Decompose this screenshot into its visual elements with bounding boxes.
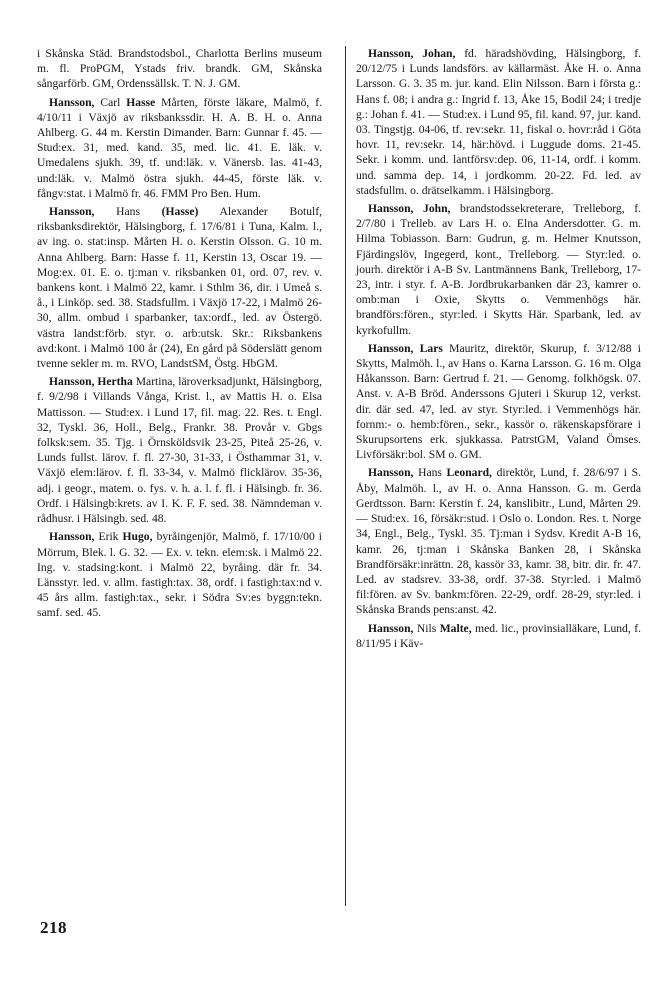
entry-surname: Hansson, — [368, 341, 414, 355]
entry-callname: Hugo, — [122, 530, 153, 544]
entry-surname: Hansson, — [368, 621, 414, 635]
entry-surname: Hansson, — [49, 205, 95, 219]
left-column — [37, 46, 322, 621]
entry-given: Hertha — [97, 375, 133, 389]
entry-hansson-john: Hansson, John, brandstodssekreterare, Trelleborg, f. 2/7/80 i Trelleb. av Lars H. o. Elna Andersdotter. G. m. Hilma Tobiasson. Barn: Gudrun, g. m. Helmer Knutsson, Fjärdingslöv, Ingegerd, kont., Trelleborg. — Styr:led. o. jourh. direktör i A-B Sv. Lantmännens Bank, Trelleborg, 17-23, intr. i styr. f. A-B. Jordbrukarbanken där 23, kamrer o. omb:man i Oxie, Skytts o. Vemmenhögs här. brandförs:fören., styr:led. i Skytts Här. Sparbank, led. av kyrkofullm. — [356, 202, 641, 337]
entry-surname: Hansson, — [368, 47, 414, 60]
entry-surname: Hansson, — [368, 466, 414, 480]
entry-callname: Malte, — [439, 621, 472, 635]
page-number: 218 — [40, 918, 67, 937]
entry-continued: i Skånska Städ. Brandstodsbol., Charlotta Berlins museum m. fl. ProPGM, Ystads friv. brandk. GM, Skånska sångarförb. GM, Ordenssällsk. T. N. J. GM. — [37, 47, 322, 91]
entry-given: Johan, — [422, 47, 456, 60]
entry-hansson-erik-hugo: Hansson, Erik Hugo, byråingenjör, Malmö, f. 17/10/00 i Mörrum, Blek. l. G. 32. — Ex. v. tekn. elem:sk. i Malmö 22. Ing. v. stadsing:kont. i Malmö 22, byråing. där fr. 34. Länsstyr. led. v. allm. fastigh:tax. 38, ordf. i fastigh:tax:nd v. 45 års allm. fastigh:tax., sekr. i Södra Sv:es byggn:tekn. samf. sed. 45. — [37, 530, 323, 620]
entry-hansson-johan: Hansson, Johan, fd. häradshövding, Hälsingborg, f. 20/12/75 i Lunds landsförs. av källarmäst. Åke H. o. Anna Larsson. G. 3. 35 m. jur. kand. Elin Nilsson. Barn i första g.: Hans f. 08; i andra g.: Ingrid f. 13, Åke 15, Bodil 24; i tredje g.: Johan f. 41. — Stud:ex. i Lund 95, fil. kand. 97, jur. kand. 03. Tingstjg. 04-06, tf. rev:sekr. 11, fiskal o. hovr:råd i Göta hovr. 11, rev:sekr. 14, här:hövd. i Luggude doms. 21-45. Sekr. i komm. und. lantförsv:dep. 06, 11-14, ordf. i komm. und. samma dep. 14, i jordkomm. 20-22. Fd. led. av stadsfullm. o. drätselkamm. i Hälsingborg. — [356, 47, 641, 197]
entry-callname: Hasse — [126, 95, 156, 109]
entry-hansson-nils-malte: Hansson, Nils Malte, med. lic., provinsialläkare, Lund, f. 8/11/95 i Käv- — [356, 621, 641, 650]
entry-given: John, — [423, 202, 451, 216]
column-divider — [345, 46, 346, 906]
entry-surname: Hansson, — [368, 202, 414, 216]
entry-surname: Hansson, — [49, 530, 95, 544]
entry-hansson-lars: Hansson, Lars Mauritz, direktör, Skurup, f. 3/12/88 i Skytts, Malmöh. l., av Hans o. Karna Larsson. G. 16 m. Olga Håkansson. Barn: Gertrud f. 21. — Genomg. folkhögsk. 07. Anst. v. A-B Bröd. Anderssons Gjuteri i Skurup 12, verkst. dir. där sed. 47, led. av styr. Styr:led. i Vemmenhögs här. fornm:- o. hemb:fören., sekr., kassör o. räkenskapsförare i Skurupsortens erk. sjukkassa. PatrstGM, Valand Ömses. Livförsäkr:bol. SM o. GM. — [356, 341, 641, 462]
entry-hansson-hertha: Hansson, Hertha Martina, läroverksadjunkt, Hälsingborg, f. 9/2/98 i Villands Vånga, Krist. l., av Mattis H. o. Elsa Mattisson. — Stud:ex. i Lund 17, fil. mag. 22. Res. t. Engl. 32, Tyskl. 36, Holl., Belg., Frankr. 38. Provår v. Gbgs folksk:sem. 35. Tjg. i Örnsköldsvik 23-25, Piteå 25-26, v. Lunds fullst. lärov. f. fl. 27-30, 31-33, i Östhammar 31, v. Växjö elem:lärov. f. fl. 33-34, v. Malmö flicklärov. 35-36, adj. i geogr., matem. o. fys. v. h. a. l. f. fl. i Hälsingb. fr. 36. Ordf. i Hälsingb:krets. av I. K. F. F. sed. 38. Nämndeman v. rådhusr. i Hälsingb. sed. 48. — [37, 375, 323, 526]
entry-callname: Leonard, — [446, 466, 492, 480]
entry-surname: Hansson, — [49, 375, 95, 389]
entry-given: Lars — [419, 341, 443, 355]
entry-hansson-hans-leonard: Hansson, Hans Leonard, direktör, Lund, f. 28/6/97 i S. Åby, Malmöh. l., av H. o. Anna Hansson. G. m. Gerda Gerdtsson. Barn: Kerstin f. 24, kanslibitr., Lund, Mårten 29. — Stud:ex. 16, försäkr:stud. i Oslo o. London. Res. t. Norge 34, Engl., Belg., Tyskl. 35. Tj:man i Sydsv. Kredit A-B 16, kamr. 26, tj:man i Skånska Banken 28, i Skånska Brandförsäkr:inrättn. 28, kassör 33, kamr. 38, bitr. dir. fr. 47. Led. av stadsrev. 33-38, ordf. 37-38. Styr:led. i Malmö fil:fören. av Sv. bankm:fören. 22-29, ordf. 28-29, styr:led. i Skånska Brands pens:anst. 42. — [356, 466, 642, 617]
entry-surname: Hansson, — [49, 95, 95, 109]
right-column — [356, 46, 641, 651]
entry-hansson-carl-hasse: Hansson, Carl Hasse Mårten, förste läkare, Malmö, f. 4/10/11 i Växjö av riksbankssdir. H. A. B. H. o. Anna Ahlberg. G. 44 m. Kerstin Dimander. Barn: Gunnar f. 45. — Stud:ex. 31, med. kand. 35, med. lic. 41. E. läk. v. Umedalens sjukh. 39, tf. und:läk. v. Vänersb. las. 41-43, und:läk. v. Malmö östra sjukh. 44-45, förste läk. v. fångv:stat. i Malmö fr. 46. FMM Pro Ben. Hum. — [37, 95, 322, 200]
entry-callname: (Hasse) — [161, 205, 199, 219]
entry-hansson-hans-hasse: Hansson, Hans (Hasse) Alexander Botulf, riksbanksdirektör, Hälsingborg, f. 17/6/81 i Tuna, Kalm. l., av ing. o. stat:insp. Mårten H. o. Kerstin Olsson. G. 10 m. Anna Ahlberg. Barn: Hasse f. 11, Kerstin 13, Oscar 19. — Mog:ex. 01. E. o. tj:man v. riksbanken 01, ord. 07, rev. v. bankens kont. i Malmö 22, kamr. i Sthlm 36, dir. i Umeå s. å., i Linköp. sed. 38. Stadsfullm. i Växjö 17-22, i Malmö 26-30, allm. ombud i sparbanker, tax:ordf., led. av Östergö. västra landst:förb. styr. o. arb:utsk. Skr.: Riksbankens avd:kont. i Malmö 100 år (24), En gård på Söderslätt genom tvenne sekler m. m. RVO, LandstSM, Östg. HbGM. — [37, 205, 322, 371]
